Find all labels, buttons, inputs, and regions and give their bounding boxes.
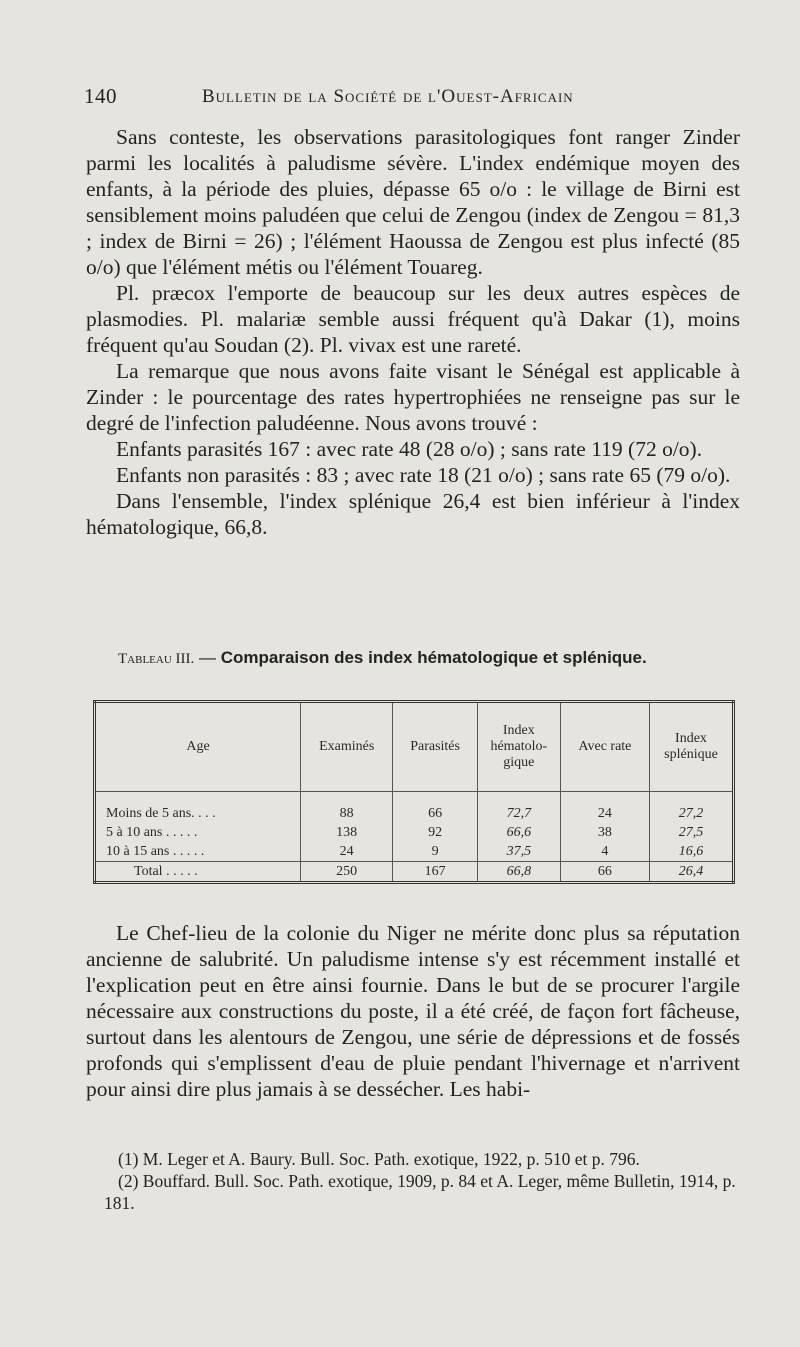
paragraph: Enfants non parasités : 83 ; avec rate 18 (21 o/o) ; sans rate 65 (79 o/o). xyxy=(116,463,731,487)
paragraph: Le Chef-lieu de la colonie du Niger ne mérite donc plus sa réputation ancienne de salubrité. Un paludisme intense s'y est récemment installé et l'explication peut en être ainsi fournie. Dans le but de se procurer l'argile nécessaire aux constructions du poste, il a été créé, de façon fort fâcheuse, surtout dans les alentours de Zengou, une série de dépressions et de fossés profonds qui s'emplissent d'eau de pluie pendant l'hivernage et n'arrivent pour ainsi dire plus jamais à se dessécher. Les habi- xyxy=(86,921,740,1101)
table-header-row xyxy=(95,702,734,792)
table-cell: 66,6 xyxy=(477,823,560,842)
table-cell: Total . . . . . xyxy=(95,862,301,883)
table-cell: 88 xyxy=(301,792,393,824)
table-cell: 24 xyxy=(560,792,649,824)
paragraph: La remarque que nous avons faite visant le Sénégal est applicable à Zinder : le pourcentage des rates hypertrophiées ne renseigne pas sur le degré de l'infection paludéenne. Nous avons trouvé : xyxy=(86,359,740,435)
table-cell: 72,7 xyxy=(477,792,560,824)
table-cell: 10 à 15 ans . . . . . xyxy=(95,842,301,862)
table-cell: Moins de 5 ans. . . . xyxy=(95,792,301,824)
paragraph: Enfants parasités 167 : avec rate 48 (28 o/o) ; sans rate 119 (72 o/o). xyxy=(116,437,703,461)
table-cell: 26,4 xyxy=(650,862,734,883)
table-cell: 167 xyxy=(393,862,478,883)
column-header: Index splénique xyxy=(650,702,734,792)
caption-text: Comparaison des index hématologique et splénique. xyxy=(220,648,647,667)
table-row xyxy=(95,792,734,824)
body-text-bottom xyxy=(86,920,740,1102)
column-header: Index hématolo-gique xyxy=(477,702,560,792)
column-header: Age xyxy=(95,702,301,792)
table-cell: 24 xyxy=(301,842,393,862)
footnotes xyxy=(104,1148,740,1214)
column-header: Examinés xyxy=(301,702,393,792)
table-cell: 37,5 xyxy=(477,842,560,862)
table-cell: 66 xyxy=(560,862,649,883)
table-total-row xyxy=(95,862,734,883)
data-table xyxy=(93,700,735,884)
table-caption xyxy=(118,648,758,668)
caption-dash: — xyxy=(194,648,221,667)
running-title: Bulletin de la Société de l'Ouest-Africain xyxy=(202,86,574,107)
column-header: Parasités xyxy=(393,702,478,792)
table-cell: 66,8 xyxy=(477,862,560,883)
footnote: (1) M. Leger et A. Baury. Bull. Soc. Path. exotique, 1922, p. 510 et p. 796. xyxy=(118,1149,640,1169)
table-cell: 38 xyxy=(560,823,649,842)
table-row xyxy=(95,823,734,842)
table-cell: 16,6 xyxy=(678,843,704,859)
table-cell: 9 xyxy=(393,842,478,862)
paragraph: Dans l'ensemble, l'index splénique 26,4 est bien inférieur à l'index hématologique, 66,8. xyxy=(86,489,740,539)
table-cell: 4 xyxy=(560,842,649,862)
footnote: (2) Bouffard. Bull. Soc. Path. exotique, 1909, p. 84 et A. Leger, même Bulletin, 1914, p. 181. xyxy=(104,1171,736,1213)
paragraph: Sans conteste, les observations parasitologiques font ranger Zinder parmi les localités à paludisme sévère. L'index endémique moyen des enfants, à la période des pluies, dépasse 65 o/o : le village de Birni est sensiblement moins paludéen que celui de Zengou (index de Zengou = 81,3 ; index de Birni = 26) ; l'élément Haoussa de Zengou est plus infecté (85 o/o) que l'élément métis ou l'élément Touareg. xyxy=(86,125,740,279)
table-cell: 92 xyxy=(393,823,478,842)
page-number: 140 xyxy=(84,84,117,108)
table-row xyxy=(95,842,734,862)
table-cell: 27,5 xyxy=(678,824,704,840)
table-cell: 66 xyxy=(393,792,478,824)
body-text-top xyxy=(86,124,740,540)
table-cell: 27,2 xyxy=(678,805,704,821)
paragraph: Pl. præcox l'emporte de beaucoup sur les deux autres espèces de plasmodies. Pl. malariæ semble aussi fréquent qu'à Dakar (1), moins fréquent qu'au Soudan (2). Pl. vivax est une rareté. xyxy=(86,281,740,357)
column-header: Avec rate xyxy=(560,702,649,792)
table-cell: 138 xyxy=(301,823,393,842)
table-cell: 5 à 10 ans . . . . . xyxy=(95,823,301,842)
table-label: Tableau III. xyxy=(118,651,195,667)
table-cell: 250 xyxy=(301,862,393,883)
